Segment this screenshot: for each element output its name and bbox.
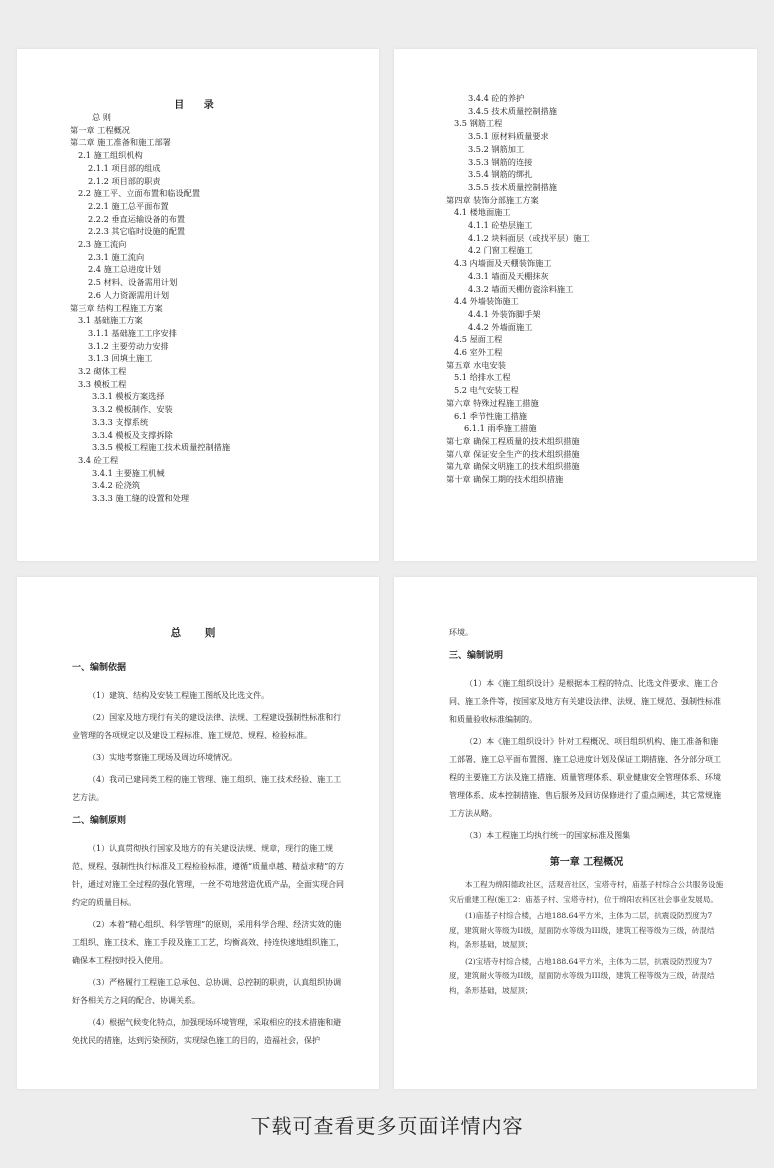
document-page-toc-1: [17, 49, 379, 561]
toc-entry: 第八章 保证安全生产的技术组织措施: [446, 448, 580, 459]
paragraph: （3）严格履行工程施工总承包、总协调、总控制的职责，认真组织协调好各相关方之间的配合、协调关系。: [72, 978, 342, 1005]
toc-entry: 3.5.2 钢筋加工: [468, 143, 525, 154]
toc-entry: 2.2.2 垂直运输设备的布置: [88, 213, 186, 224]
toc-list: [446, 92, 746, 486]
toc-entry: 3.3.3 支撑系统: [92, 416, 149, 427]
document-page-toc-2: [394, 49, 757, 561]
toc-entry: 3.4.4 砼的养护: [468, 93, 525, 103]
toc-entry: 4.5 屋面工程: [454, 334, 503, 345]
toc-entry: 2.6 人力资源需用计划: [88, 289, 170, 300]
toc-entry: 2.5 材料、设备需用计划: [88, 277, 178, 288]
toc-entry: 5.1 给排水工程: [454, 372, 511, 383]
document-page-overview: [394, 577, 757, 1089]
toc-entry: 4.6 室外工程: [454, 347, 503, 358]
paragraph: （4）根据气候变化特点，加强现场环境管理，采取相应的技术措施和避免扰民的措施，达到污染预防，实现绿色施工的目的，造福社会，保护: [72, 1018, 342, 1045]
page-body: [72, 654, 347, 1054]
toc-entry: 总 则: [92, 112, 111, 122]
toc-entry: 2.1.2 项目部的职责: [88, 175, 161, 186]
paragraph-group: [72, 687, 347, 807]
chapter-title: 第一章 工程概况: [549, 857, 624, 868]
download-more-caption: 下载可查看更多页面详情内容: [250, 1114, 524, 1138]
toc-entry: 3.4.2 砼浇筑: [92, 480, 140, 491]
toc-entry: 3.3.2 模板制作、安装: [92, 404, 173, 415]
toc-entry: 2.1 施工组织机构: [78, 150, 143, 161]
toc-entry: 2.1.1 项目部的组成: [88, 162, 161, 173]
toc-entry: 4.1 楼地面施工: [454, 207, 511, 218]
toc-entry: 6.1.1 雨季施工措施: [464, 423, 537, 434]
paragraph: 本工程为绵阳德政社区，活观音社区，宝塔寺村，庙基子村综合公共服务设施灾后重建工程(施工2：庙基子村、宝塔寺村)，位于绵阳农科区社会事业发展局。: [449, 880, 724, 904]
toc-entry: 3.1.3 回填土施工: [88, 353, 153, 364]
paragraph: （1）建筑、结构及安装工程施工图纸及比选文件。: [88, 691, 270, 700]
toc-entry: 第六章 特殊过程施工措施: [446, 397, 539, 408]
toc-entry: 4.1.1 砼垫层施工: [468, 220, 533, 231]
paragraph-group: [449, 675, 724, 845]
toc-entry: 3.5.5 技术质量控制措施: [468, 181, 557, 192]
toc-entry: 3.3.3 施工缝的设置和处理: [92, 493, 190, 504]
toc-entry: 3.3 模板工程: [78, 378, 127, 389]
toc-entry: 2.2.3 其它临时设施的配置: [88, 226, 186, 237]
paragraph-group: [449, 878, 724, 998]
toc-entry: 2.3.1 施工流向: [88, 251, 145, 262]
toc-entry: 4.3 内墙面及天棚装饰施工: [454, 258, 552, 269]
paragraph: （2）国家及地方现行有关的建设法律、法规、工程建设强制性标准和行业管理的各项规定以及建设工程标准、施工规范、规程、检验标准。: [72, 713, 342, 740]
paragraph: （4）我司已建同类工程的施工管理、施工组织、施工技术经验、施工工艺方法。: [72, 775, 342, 802]
toc-entry: 3.1 基础施工方案: [78, 315, 143, 326]
toc-entry: 2.4 施工总进度计划: [88, 264, 161, 275]
paragraph: （1）本《施工组织设计》是根据本工程的特点、比选文件要求、施工合同、施工条件等，按国家及地方有关建设法律、法规、施工规范、强制性标准和质量验收标准编制的。: [449, 679, 721, 724]
heading-basis: 一、编制依据: [72, 663, 127, 673]
toc-entry: 3.4 砼工程: [78, 454, 119, 465]
toc-entry: 6.1 季节性施工措施: [454, 410, 527, 421]
toc-entry: 第一章 工程概况: [70, 124, 130, 135]
toc-entry: 3.5.3 钢筋的连接: [468, 156, 533, 167]
toc-entry: 3.1.1 基础施工工序安排: [88, 327, 177, 338]
toc-entry: 5.2 电气安装工程: [454, 385, 519, 396]
heading-notes: 三、编制说明: [449, 651, 504, 661]
paragraph: (2)宝塔寺村综合楼，占地188.64平方米，主体为二层，抗震设防烈度为7度，建筑耐火等级为II级，屋面防水等级为III级，建筑工程等级为三级，砖混结构，条形基础，坡屋顶；: [449, 956, 715, 995]
toc-entry: 3.2 砌体工程: [78, 366, 127, 377]
toc-entry: 2.2 施工平、立面布置和临设配置: [78, 188, 201, 199]
section-title: 总 则: [170, 627, 226, 639]
toc-entry: 4.4.1 外装饰脚手架: [468, 308, 541, 319]
toc-entry: 第七章 确保工程质量的技术组织措施: [446, 435, 580, 446]
toc-title: 目 录: [174, 100, 222, 111]
paragraph: （2）本着“精心组织、科学管理”的原则，采用科学合理、经济实效的施工组织、施工技术、施工手段及施工工艺，均衡高效、持连快速地组织施工，确保本工程按时投入使用。: [72, 920, 344, 965]
toc-entry: 2.2.1 施工总平面布置: [88, 200, 169, 211]
toc-list: [70, 111, 370, 505]
paragraph: （3）实地考察施工现场及周边环境情况。: [88, 753, 238, 762]
toc-entry: 3.5 钢筋工程: [454, 118, 503, 129]
paragraph: （3）本工程施工均执行统一的国家标准及图集: [465, 831, 631, 840]
toc-entry: 4.4 外墙装饰施工: [454, 296, 519, 307]
toc-entry: 第四章 装饰分部施工方案: [446, 194, 539, 205]
toc-entry: 4.4.2 外墙面施工: [468, 321, 533, 332]
toc-entry: 第二章 施工准备和施工部署: [70, 137, 171, 148]
paragraph: (1)庙基子村综合楼，占地188.64平方米，主体为二层，抗震设防烈度为7度，建筑耐火等级为II级，屋面防水等级为III级，建筑工程等级为三级，砖混结构，条形基础，坡屋顶；: [449, 911, 715, 949]
toc-entry: 3.4.5 技术质量控制措施: [468, 105, 557, 116]
toc-entry: 4.3.2 墙面天棚仿瓷涂料施工: [468, 283, 574, 294]
toc-entry: 3.3.1 模板方案选择: [92, 391, 165, 402]
paragraph: （1）认真贯彻执行国家及地方的有关建设法规、规章，现行的施工规范、规程、强制性执行标准及工程检验标准，遵循“质量卓越、精益求精”的方针，通过对施工全过程的强化管理，一丝不苟地营造优质产品，全面实现合同约定的质量目标。: [72, 844, 345, 907]
toc-entry: 第十章 确保工期的技术组织措施: [446, 474, 564, 485]
toc-entry: 3.3.5 模板工程施工技术质量控制措施: [92, 442, 231, 453]
document-page-general: [17, 577, 379, 1089]
paragraph-continuation: 环境。: [449, 628, 473, 637]
toc-entry: 第九章 确保文明施工的技术组织措施: [446, 461, 580, 472]
paragraph: （2）本《施工组织设计》针对工程概况、项目组织机构、施工准备和施工部署、施工总平面布置图、施工总进度计划及保证工期措施、各分部分项工程的主要施工方法及施工措施、质量管理体系、职业健康安全管理体系、环境管理体系、成本控制措施、售后服务及回访保修进行了重点阐述，其它常规施工方法从略。: [449, 737, 721, 818]
heading-principles: 二、编制原则: [72, 816, 127, 826]
toc-entry: 4.1.2 块料面层（或找平层）施工: [468, 232, 590, 243]
toc-entry: 3.1.2 主要劳动力安排: [88, 340, 169, 351]
page-body: [449, 624, 724, 1000]
toc-entry: 4.3.1 墙面及天棚抹灰: [468, 270, 549, 281]
toc-entry: 3.3.4 模板及支撑拆除: [92, 429, 173, 440]
toc-entry: 3.5.4 钢筋的绑扎: [468, 169, 533, 180]
toc-entry: 2.3 施工流向: [78, 239, 127, 250]
toc-entry: 3.5.1 原材料质量要求: [468, 131, 549, 142]
toc-entry: 4.2 门窗工程施工: [468, 245, 533, 256]
toc-entry: 第三章 结构工程施工方案: [70, 302, 163, 313]
paragraph-group: [72, 840, 347, 1050]
toc-entry: 第五章 水电安装: [446, 359, 506, 370]
toc-entry: 3.4.1 主要施工机械: [92, 467, 165, 478]
